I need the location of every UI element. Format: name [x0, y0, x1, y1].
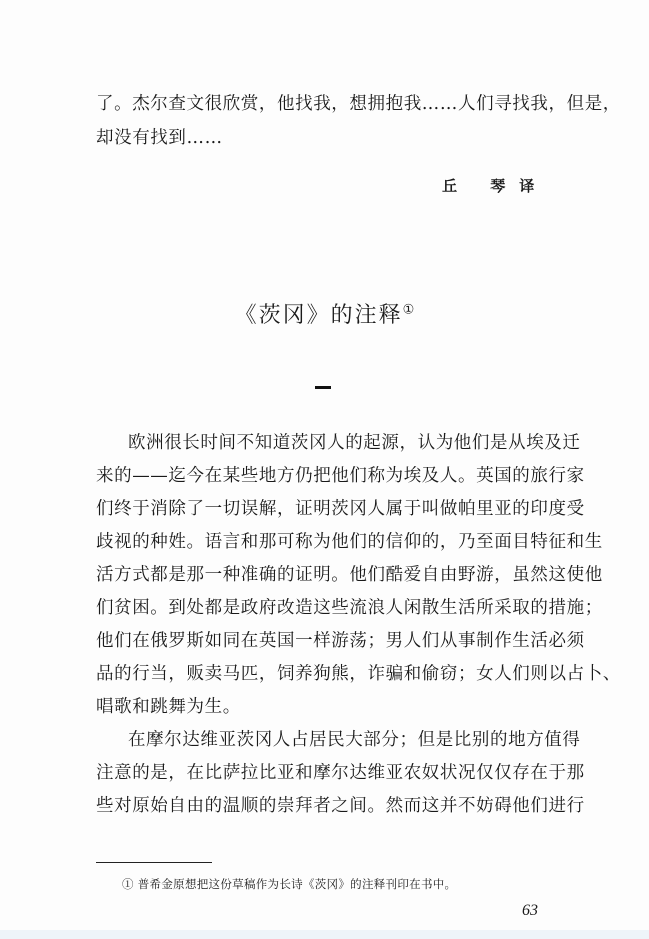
body-line: 歧视的种姓。语言和那可称为他们的信仰的，乃至面目特征和生 — [96, 532, 603, 552]
body-line: 们贫困。到处都是政府改造这些流浪人闲散生活所采取的措施； — [96, 598, 603, 618]
viewer-bottom-edge — [0, 930, 649, 939]
footnote-divider — [96, 862, 212, 863]
body-line: 品的行当，贩卖马匹，饲养狗熊，诈骗和偷窃；女人们则以占卜、 — [96, 664, 621, 684]
section-number — [315, 386, 331, 389]
body-line: 些对原始自由的温顺的崇拜者之间。然而这并不妨碍他们进行 — [96, 796, 585, 816]
footnote-text: ① 普希金原想把这份草稿作为长诗《茨冈》的注释刊印在书中。 — [122, 877, 457, 891]
translator-credit: 丘 琴译 — [442, 177, 549, 195]
body-line: 唱歌和跳舞为生。 — [96, 697, 241, 717]
footnote-marker: ① — [402, 302, 415, 318]
body-line: 来的——迄今在某些地方仍把他们称为埃及人。英国的旅行家 — [96, 466, 585, 486]
previous-text-line-1: 了。杰尔查文很欣赏，他找我，想拥抱我……人们寻找我，但是， — [96, 94, 621, 114]
body-line: 他们在俄罗斯如同在英国一样游荡；男人们从事制作生活必须 — [96, 631, 585, 651]
chapter-title-text: 《茨冈》的注释 — [234, 303, 403, 328]
body-line: 注意的是，在比萨拉比亚和摩尔达维亚农奴状况仅仅存在于那 — [96, 763, 585, 783]
body-line: 在摩尔达维亚茨冈人占居民大部分；但是比别的地方值得 — [128, 730, 581, 750]
chapter-title — [0, 298, 649, 329]
body-line: 们终于消除了一切误解，证明茨冈人属于叫做帕里亚的印度受 — [96, 499, 585, 519]
body-line: 欧洲很长时间不知道茨冈人的起源，认为他们是从埃及迁 — [128, 433, 581, 453]
body-line: 活方式都是那一种准确的证明。他们酷爱自由野游，虽然这使他 — [96, 565, 603, 585]
page-number: 63 — [522, 902, 538, 919]
previous-text-line-2: 却没有找到…… — [96, 128, 223, 148]
